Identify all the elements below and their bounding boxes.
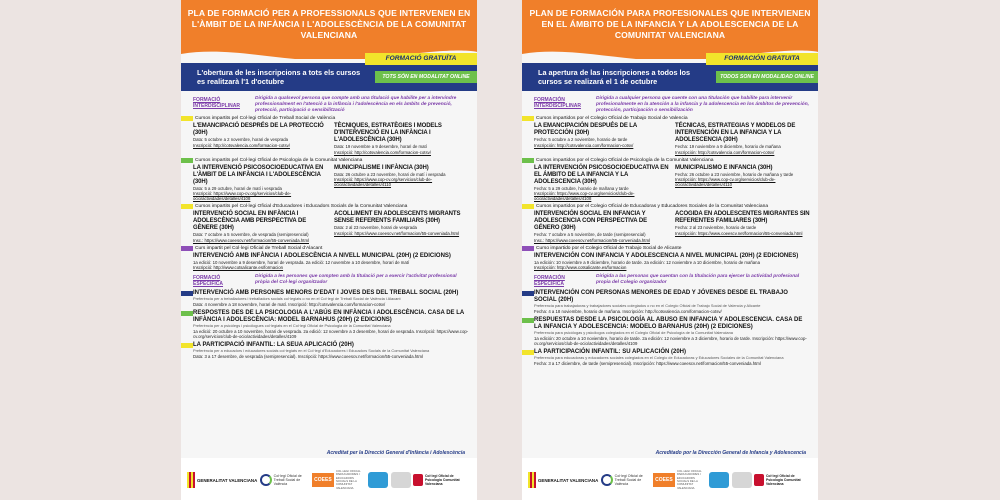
generalitat-logo [187, 472, 257, 488]
logo-row [528, 468, 812, 492]
course-dates: 1a edició: 10 novembre a 9 desembre, horari de vesprada. 2a edició: 12 novembre a 10 desembre, horari de matí [193, 259, 410, 265]
course-columns [193, 165, 469, 202]
course-title: INTERVENCIÓN CON INFANCIA Y ADOLESCENCIA A NIVEL MUNICIPAL (20H) (2 EDICIONES) [534, 252, 799, 259]
cv-logo [732, 472, 752, 488]
course-dates[interactable]: 1a edició: 20 octubre a 10 novembre, horari de vesprada. 2a edició: 12 novembre a 3 desembre, horari de vesprada. Inscripció: https://www.cop-cv.org/servicios/club-de-ocio/actividades/detalles/4109 [193, 328, 469, 340]
course-dates: Data: 2 al 23 novembre, horari de vesprada [334, 225, 417, 231]
psi-icon [413, 474, 423, 486]
section-label: Cursos impartidos por el Colegio Oficial de Trabajo Social de Valencia [536, 116, 688, 122]
registration-link[interactable]: Insc.: https://www.coeescv.net/formacion/55-conveniada.html [193, 237, 309, 243]
course-section [534, 204, 810, 242]
course-section [534, 246, 810, 270]
course-dates: Data: 7 octubre a 5 novembre, de vesprada (semipresencial) [193, 232, 309, 238]
course-section [193, 158, 469, 202]
specific-course [534, 349, 810, 366]
section-color-bar [181, 204, 193, 209]
course-title: LA PARTICIPACIÓ INFANTIL: LA SEUA APLICACIÓ (20H) [193, 342, 354, 349]
course-title: INTERVENCIÓN CON PERSONAS MENORES DE EDAD Y JÓVENES DESDE EL TRABAJO SOCIAL (20H) [534, 290, 788, 304]
psicologia-text: Col·legi Oficial de Psicologia Comunitat Valenciana [765, 473, 801, 487]
course-card [534, 123, 669, 154]
registration-link[interactable]: Inscripció: http://www.cotsalicante.es/formacion [193, 265, 284, 271]
registration-link[interactable]: Inscripción: http://cotsvalencia.com/formacion-cotsv/ [675, 149, 775, 155]
registration-text: L'obertura de les inscripcions a tots els cursos es realitzarà l'1 d'octubre [197, 68, 361, 86]
section-color-bar [181, 291, 193, 296]
course-section [193, 204, 469, 242]
coees-subtext: COL·LEGI OFICIAL D'EDUCADORES I EDUCADORS SOCIALS DE LA COMUNITAT VALENCIANA [335, 469, 361, 490]
section-label: Cursos impartidos por el Colegio Oficial de Educadoras y Educadores Sociales de la Comunitat Valenciana [536, 204, 769, 210]
course-card [534, 165, 669, 202]
course-section [534, 116, 810, 154]
course-card [675, 211, 810, 242]
free-training-badge: FORMACIÓ GRATUÏTA [365, 53, 477, 65]
course-title: ACOGIDA EN ADOLESCENTES MIGRANTES SIN REFERENTES FAMILIARES (30H) [675, 211, 810, 225]
course-dates: Fecha: 26 octubre a 23 noviembre, horario de mañana y tarde [675, 171, 794, 177]
interdisciplinary-text: Dirigida a qualsevol persona que compte amb una titulació que habilite per a intervindre professionalment en l'atenció a la infància i l'adolescència en els àmbits de prevenció, protecció, participació o sensibilització [255, 96, 457, 113]
course-title: INTERVENCIÓ AMB PERSONES MENORS D'EDAT I JOVES DES DEL TREBALL SOCIAL (20H) [193, 290, 459, 297]
course-card [534, 211, 669, 242]
course-card [193, 211, 328, 242]
coees-logo [653, 470, 707, 490]
alicante-logo [709, 472, 729, 488]
course-title: INTERVENCIÓN SOCIAL EN INFANCIA Y ADOLESCENCIA CON PERSPECTIVA DE GÉNERO (30H) [534, 211, 648, 232]
treball-social-logo [260, 474, 310, 487]
section-color-bar [181, 246, 193, 251]
alicante-logo [368, 472, 388, 488]
course-dates: Fecha: 19 noviembre a 9 diciembre, horario de mañana [675, 144, 781, 150]
section-color-bar [522, 204, 534, 209]
poster-valencian [181, 0, 477, 500]
section-label: Curs impartit pel Col·legi Oficial de Treball Social d'Alacant [195, 245, 323, 251]
course-sections [193, 116, 469, 270]
course-dates: 1a edición: 10 noviembre a 9 diciembre, horario de tarde. 2a edición: 12 noviembre a 10 diciembre, horario de mañana [534, 259, 760, 265]
course-preference-note: Preferència per a treballadores i treballadors socials col·legiats o no en el Col·legi de Treball Social de València i Alacant [193, 296, 401, 302]
registration-band [522, 63, 818, 91]
registration-link[interactable]: Inscripció: https://www.cop-cv.org/servicios/club-de-ocio/actividades/detalles/4108 [193, 191, 292, 202]
poster-content [193, 96, 469, 359]
course-card [334, 123, 469, 154]
senyera-icon [528, 472, 536, 488]
course-dates: Data: 26 octubre a 23 novembre, horari de matí i vesprada [334, 171, 446, 177]
course-card [334, 211, 469, 242]
section-color-bar [522, 318, 534, 323]
course-columns [534, 123, 810, 154]
course-title: LA INTERVENCIÓN PSICOSOCIOEDUCATIVA EN EL ÁMBITO DE LA INFANCIA Y LA ADOLESCENCIA (30H) [534, 164, 669, 185]
psi-icon [754, 474, 764, 486]
generalitat-logo [528, 472, 598, 488]
course-card [193, 123, 328, 154]
specific-course [534, 290, 810, 314]
section-color-bar [181, 158, 193, 163]
online-badge: TODOS SON EN MODALIDAD ONLINE [716, 71, 818, 83]
registration-link[interactable]: Inscripció: https://www.cop-cv.org/servicios/club-de-ocio/actividades/detalles/4110 [334, 177, 433, 188]
specific-text: Dirigida a las personas que cuentan con la titulación para ejercer la actividad profesional propia del Colegio organizador [596, 274, 800, 286]
section-label: Cursos impartidos por el Colegio Oficial de Psicología de la Comunitat Valenciana [536, 157, 714, 163]
section-color-bar [181, 343, 193, 348]
registration-link[interactable]: Insc.: https://www.coeescv.net/formacion/55-conveniada.html [534, 237, 650, 243]
specific-course [534, 317, 810, 346]
course-title: MUNICIPALISME I INFÀNCIA (30H) [334, 164, 429, 171]
registration-link[interactable]: Inscripció: http://cotsvalencia.com/formacion-cotsv/ [334, 149, 431, 155]
course-dates: Data: 19 novembre a 9 desembre, horari de matí [334, 144, 427, 150]
course-title: MUNICIPALISMO E INFANCIA (30H) [675, 164, 773, 171]
section-color-bar [522, 291, 534, 296]
poster-content [534, 96, 810, 366]
interdisciplinary-tag: FORMACIÓN INTERDISCIPLINAR [534, 97, 581, 109]
course-columns [193, 211, 469, 242]
specific-intro [193, 274, 469, 287]
logo-row [187, 468, 471, 492]
course-title: TÉCNICAS, ESTRATEGIAS Y MODELOS DE INTERVENCIÓN EN LA INFANCIA Y LA ADOLESCENCIA (30H) [675, 123, 796, 144]
course-dates: Data: 5 octubre a 2 novembre, horari de vesprada [193, 137, 289, 143]
course-card [675, 165, 810, 202]
accreditation: Acreditado por la Dirección General de Infancia y Adolescencia [655, 450, 806, 456]
course-card [334, 165, 469, 202]
registration-link[interactable]: Inscripción: https://www.cop-cv.org/servicios/club-de-ocio/actividades/detalles/4110 [675, 177, 776, 188]
logo-footer [181, 458, 477, 500]
course-title: LA EMANCIPACIÓN DESPUÉS DE LA PROTECCIÓN (30H) [534, 123, 637, 137]
course-dates: Data: 5 a 29 octubre, horari de matí i vesprada [193, 185, 282, 191]
course-card [193, 165, 328, 202]
coees-mark: COEES [653, 473, 675, 487]
section-color-bar [522, 116, 534, 121]
section-label: Cursos impartits pel Col·legi Oficial de Treball Social de València [195, 116, 336, 122]
specific-course [193, 290, 469, 307]
coees-mark: COEES [312, 473, 334, 487]
course-dates[interactable]: 1a edición: 20 octubre a 10 noviembre, horario de tarde. 2a edición: 12 noviembre a 3 diciembre, horario de tarde. Inscripción: https://www.cop-cv.org/servicios/club-de-ocio/actividades/detalles/4109 [534, 335, 807, 347]
interdisciplinary-tag: FORMACIÓ INTERDISCIPLINAR [193, 97, 240, 109]
course-title: TÈCNIQUES, ESTRATÈGIES I MODELS D'INTERVENCIÓ EN LA INFÀNCIA I L'ADOLESCÈNCIA (30H) [334, 123, 442, 144]
interdisciplinary-text: Dirigida a cualquier persona que cuente con una titulación que habilite para intervenir profesionalmente en la atención a la infancia y la adolescencia en los ámbitos de prevención, protección, participación o sensibilización [596, 96, 809, 113]
poster-title: PLA DE FORMACIÓ PER A PROFESSIONALS QUE INTERVENEN EN L'ÀMBIT DE LA INFÀNCIA I L'ADOLESCÈNCIA DE LA COMUNITAT VALENCIANA [187, 8, 471, 40]
course-columns [193, 123, 469, 154]
registration-link[interactable]: Inscripció: https://www.coeescv.net/formacion/55-conveniada.html [334, 230, 460, 236]
specific-courses [193, 290, 469, 359]
interdisciplinary-intro [534, 96, 810, 113]
course-title: ACOLLIMENT EN ADOLESCENTS MIGRANTS SENSE REFERENTS FAMILIARS (30H) [334, 211, 461, 225]
registration-link[interactable]: Inscripción: http://cotsvalencia.com/formacion-cotsv/ [534, 142, 634, 148]
course-preference-note: Preferència per a educadors i educadores socials col·legiats en el Col·legi d'Educadores i Educadors Socials de la Comunitat Valenciana [193, 348, 430, 354]
course-title: RESPUESTAS DESDE LA PSICOLOGÍA AL ABUSO EN INFANCIA Y ADOLESCENCIA. CASA DE LA INFANCIA Y ADOLESCENCIA: MODELO BARNAHUS (20H) (2 EDICIONES) [534, 317, 803, 331]
course-section [193, 246, 469, 270]
section-label: Curso impartido por el Colegio Oficial de Trabajo Social de Alicante [536, 245, 682, 251]
registration-band [181, 63, 477, 91]
treball-social-logo [601, 474, 651, 487]
course-title: RESPOSTES DES DE LA PSICOLOGIA A L'ABÚS EN INFÀNCIA I ADOLESCÈNCIA. CASA DE LA INFÀNCIA I ADOLESCÈNCIA: MODEL BARNAHUS (20H) (2 EDICIONS) [193, 310, 465, 324]
course-title: LA PARTICIPACIÓN INFANTIL: SU APLICACIÓN (20H) [534, 349, 686, 356]
course-title: INTERVENCIÓ SOCIAL EN INFÀNCIA I ADOLESCÈNCIA AMB PERSPECTIVA DE GÈNERE (30H) [193, 211, 307, 232]
course-preference-note: Preferencia para trabajadoras y trabajadores sociales colegiados o no en el Colegio Oficial de Trabajo Social de Valencia y Alicante [534, 303, 761, 309]
course-sections [534, 116, 810, 270]
course-dates[interactable]: Data: 4 novembre a 18 novembre, horari de matí. Inscripció: http://cotsvalencia.com/formacion-cotsv/ [193, 301, 386, 307]
course-section [193, 116, 469, 154]
section-label: Cursos impartits pel Col·legi Oficial d'Educadores i Educadors Socials de la Comunitat Valenciana [195, 204, 408, 210]
cv-logo [391, 472, 411, 488]
treball-social-text: Col·legi Oficial de Treball Social de València [273, 473, 302, 487]
specific-intro [534, 274, 810, 287]
coees-logo [312, 470, 366, 490]
course-dates[interactable]: Fecha: 3 a 17 diciembre, de tarde (semipresencial). Inscripción: https://www.coeescv.net/formacion/55-conveniada.html [534, 360, 761, 366]
course-dates[interactable]: Data: 3 a 17 desembre, de vesprada (semipresencial). Inscripció: https://www.coeescv.net/formacion/55-conveniada.html [193, 353, 423, 359]
online-badge: TOTS SÓN EN MODALITAT ONLINE [375, 71, 477, 83]
course-title: INTERVENCIÓ AMB INFÀNCIA I ADOLESCÈNCIA A NIVELL MUNICIPAL (20H) (2 EDICIONS) [193, 252, 451, 259]
section-color-bar [181, 311, 193, 316]
senyera-icon [187, 472, 195, 488]
accreditation: Acreditat per la Direcció General d'Infància i Adolescència [326, 450, 465, 456]
specific-text: Dirigida a les persones que compten amb la titulació per a exercir l'activitat professional pròpia del Col·legi organitzador [255, 274, 457, 286]
interdisciplinary-intro [193, 96, 469, 113]
specific-tag: FORMACIÓN ESPECÍFICA [534, 275, 565, 288]
ts-circle-icon [601, 474, 613, 486]
generalitat-text: GENERALITAT VALENCIANA [197, 477, 258, 483]
course-section [534, 158, 810, 202]
poster-spanish [522, 0, 818, 500]
course-dates: Fecha: 5 a 29 octubre, horario de mañana y tarde [534, 185, 629, 191]
course-dates: Fecha: 2 al 23 noviembre, horario de tarde [675, 225, 757, 231]
specific-course [193, 342, 469, 359]
section-color-bar [522, 350, 534, 355]
psicologia-logo [754, 474, 812, 487]
registration-link[interactable]: Inscripció: http://cotsvalencia.com/formacion-cotsv/ [193, 142, 290, 148]
psicologia-text: Col·legi Oficial de Psicologia Comunitat Valenciana [424, 473, 460, 487]
specific-courses [534, 290, 810, 366]
course-columns [534, 165, 810, 202]
section-label: Cursos impartits pel Col·legi Oficial de Psicologia de la Comunitat Valenciana [195, 157, 363, 163]
course-dates: Fecha: 7 octubre a 5 noviembre, de tarde (semipresencial) [534, 232, 646, 238]
course-title: L'EMANCIPACIÓ DESPRÉS DE LA PROTECCIÓ (30H) [193, 123, 324, 137]
course-dates: Fecha: 5 octubre a 2 noviembre, horario de tarde [534, 137, 628, 143]
generalitat-text: GENERALITAT VALENCIANA [538, 477, 599, 483]
ts-circle-icon [260, 474, 272, 486]
section-color-bar [522, 246, 534, 251]
course-preference-note: Preferència per a psicòlegs i psicòlogues col·legiats en el Col·legi Oficial de Psicologia de la Comunitat Valenciana [193, 323, 391, 329]
specific-course [193, 310, 469, 339]
course-title: LA INTERVENCIÓ PSICOSOCIOEDUCATIVA EN L'ÀMBIT DE LA INFÀNCIA I L'ADOLESCÈNCIA (30H) [193, 164, 324, 185]
course-card [675, 123, 810, 154]
course-preference-note: Preferencia para psicólogas y psicólogos colegiados en el Colegio Oficial de Psicología de la Comunitat Valenciana [534, 330, 733, 336]
logo-footer [522, 458, 818, 500]
treball-social-text: Col·legi Oficial de Treball Social de València [614, 473, 643, 487]
section-color-bar [522, 158, 534, 163]
psicologia-logo [413, 474, 471, 487]
specific-tag: FORMACIÓ ESPECÍFICA [193, 275, 224, 288]
registration-link[interactable]: Inscripción: https://www.coeescv.net/formacion/55-conveniada.html [675, 230, 803, 236]
course-dates[interactable]: Fecha: 4 a 18 noviembre, horario de mañana. Inscripción: http://cotsvalencia.com/formacion-cotsv/ [534, 308, 722, 314]
course-columns [534, 211, 810, 242]
course-preference-note: Preferencia para educadoras y educadores sociales colegiados en el Colegio de Educadoras y Educadores Sociales de la Comunitat Valenciana [534, 355, 784, 361]
registration-text: La apertura de las inscripciones a todos los cursos se realizará el 1 de octubre [538, 68, 691, 86]
free-training-badge: FORMACIÓN GRATUITA [706, 53, 818, 65]
registration-link[interactable]: Inscripción: https://www.cop-cv.org/servicios/club-de-ocio/actividades/detalles/4108 [534, 191, 635, 202]
section-color-bar [181, 116, 193, 121]
coees-subtext: COL·LEGI OFICIAL D'EDUCADORES I EDUCADORS SOCIALS DE LA COMUNITAT VALENCIANA [676, 469, 702, 490]
poster-title: PLAN DE FORMACIÓN PARA PROFESIONALES QUE INTERVIENEN EN EL ÁMBITO DE LA INFANCIA Y LA ADOLESCENCIA DE LA COMUNITAT VALENCIANA [529, 8, 811, 40]
registration-link[interactable]: Inscripción: http://www.cotsalicante.es/formacion [534, 265, 627, 271]
